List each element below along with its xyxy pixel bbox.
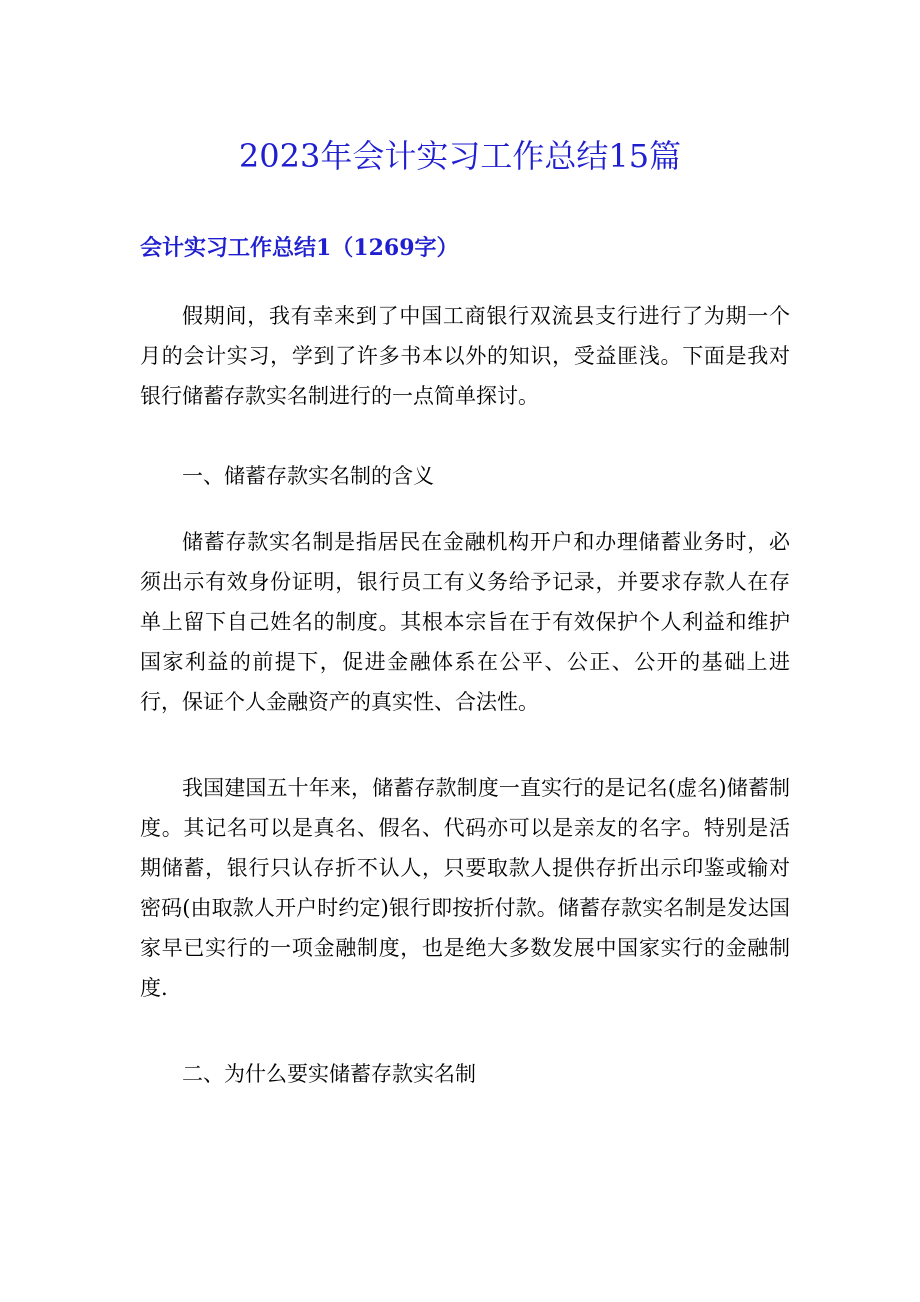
paragraph-history: 我国建国五十年来，储蓄存款制度一直实行的是记名(虚名)储蓄制度。其记名可以是真名、假名、代码亦可以是亲友的名字。特别是活期储蓄，银行只认存折不认人，只要取款人提供存折出示印鉴或输对密码(由取款人开户时约定)银行即按折付款。储蓄存款实名制是发达国家早已实行的一项金融制度，也是绝大多数发展中国家实行的金融制度. [140, 776, 790, 1000]
paragraph-intro: 假期间，我有幸来到了中国工商银行双流县支行进行了为期一个月的会计实习，学到了许多书本以外的知识，受益匪浅。下面是我对银行储蓄存款实名制进行的一点简单探讨。 [140, 304, 790, 408]
paragraph-definition: 储蓄存款实名制是指居民在金融机构开户和办理储蓄业务时，必须出示有效身份证明，银行员工有义务给予记录，并要求存款人在存单上留下自己姓名的制度。其根本宗旨在于有效保护个人利益和维护国家利益的前提下，促进金融体系在公平、公正、公开的基础上进行，保证个人金融资产的真实性、合法性。 [140, 530, 790, 714]
document-title: 2023年会计实习工作总结15篇 [238, 137, 682, 175]
section-heading: 会计实习工作总结1（1269字） [140, 235, 459, 261]
subheading-why: 二、为什么要实储蓄存款实名制 [182, 1062, 476, 1086]
subheading-meaning: 一、储蓄存款实名制的含义 [182, 464, 434, 488]
